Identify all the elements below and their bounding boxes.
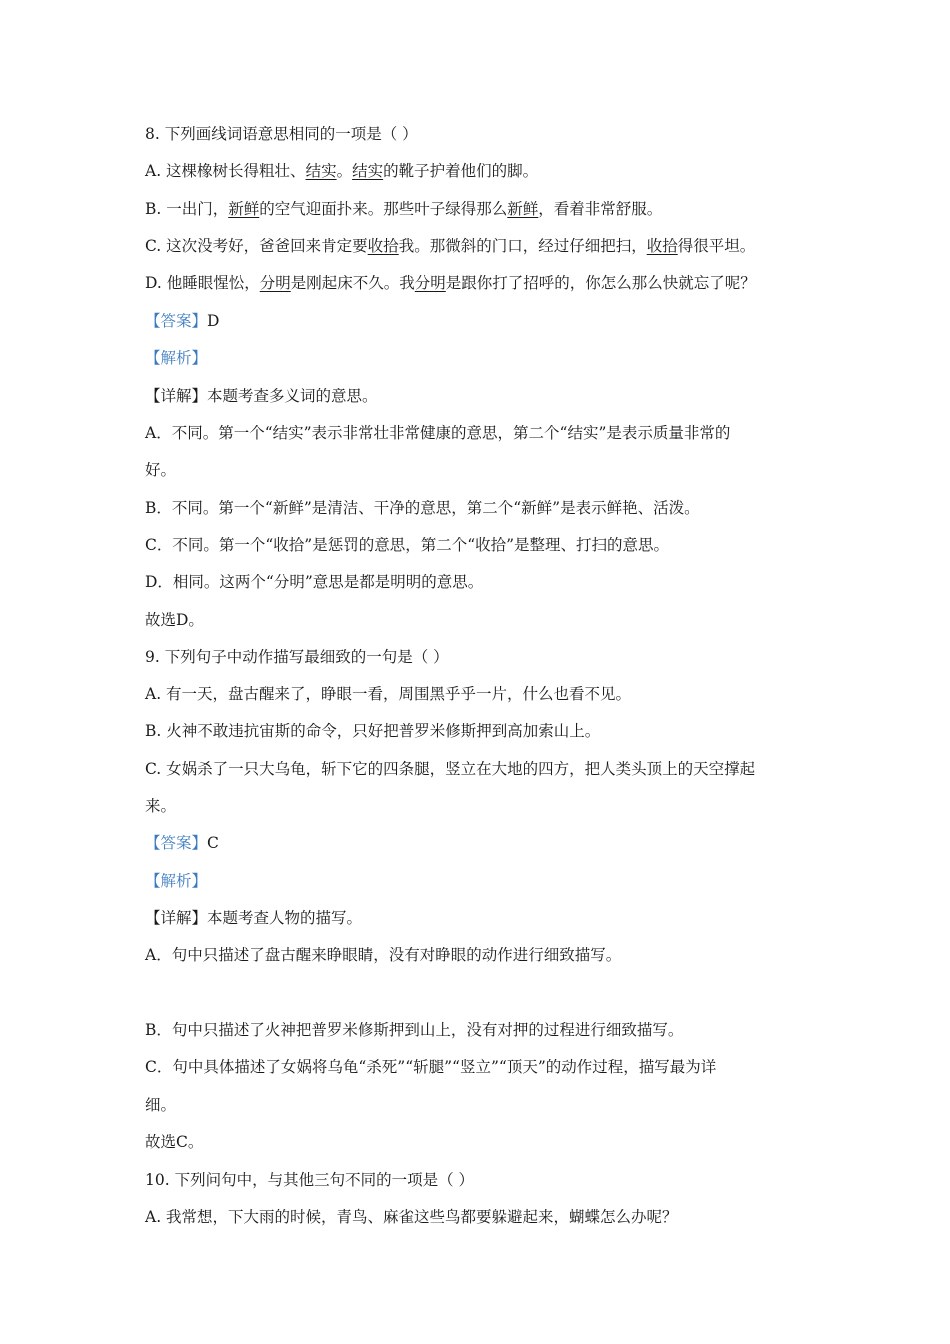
question-8-explanation-a: A．不同。第一个“结实”表示非常壮非常健康的意思，第二个“结实”是表示质量非常的 [145, 424, 731, 442]
question-9-answer: 【答案】C [145, 834, 219, 852]
question-9-stem: 9. 下列句子中动作描写最细致的一句是（ ） [145, 648, 449, 666]
underlined-word: 结实 [305, 162, 337, 180]
question-9-analysis-tag: 【解析】 [145, 872, 208, 890]
question-9-detail: 【详解】本题考查人物的描写。 [145, 909, 363, 927]
question-9-explanation-a: A．句中只描述了盘古醒来睁眼睛，没有对睁眼的动作进行细致描写。 [145, 946, 622, 964]
question-8-explanation-c: C．不同。第一个“收拾”是惩罚的意思，第二个“收拾”是整理、打扫的意思。 [145, 536, 670, 554]
question-9-option-b: B. 火神不敢违抗宙斯的命令，只好把普罗米修斯押到高加索山上。 [145, 722, 601, 740]
question-8-analysis-tag: 【解析】 [145, 349, 208, 367]
question-8-explanation-b: B．不同。第一个“新鲜”是清洁、干净的意思，第二个“新鲜”是表示鲜艳、活泼。 [145, 499, 700, 517]
underlined-word: 新鲜 [507, 200, 539, 218]
question-9-option-c: C. 女娲杀了一只大乌龟，斩下它的四条腿，竖立在大地的四方，把人类头顶上的天空撑起 [145, 760, 756, 778]
question-9-explanation-c-cont: 细。 [145, 1096, 177, 1114]
underlined-word: 分明 [259, 274, 291, 292]
underlined-word: 收拾 [646, 237, 678, 255]
question-8-answer: 【答案】D [145, 312, 220, 330]
question-10-stem: 10. 下列问句中，与其他三句不同的一项是（ ） [145, 1171, 475, 1189]
question-9-explanation-c: C．句中具体描述了女娲将乌龟“杀死”“斩腿”“竖立”“顶天”的动作过程，描写最为详 [145, 1058, 717, 1076]
question-8-explanation-a-cont: 好。 [145, 461, 177, 479]
question-9-explanation-b: B．句中只描述了火神把普罗米修斯押到山上，没有对押的过程进行细致描写。 [145, 1021, 684, 1039]
question-8-option-a: A. 这棵橡树长得粗壮、结实。结实的靴子护着他们的脚。 [145, 162, 539, 180]
question-8-explanation-d: D．相同。这两个“分明”意思是都是明明的意思。 [145, 573, 484, 591]
answer-tag: 【答案】 [145, 312, 208, 330]
question-8-conclusion: 故选D。 [145, 611, 204, 629]
question-10-option-a: A. 我常想，下大雨的时候，青鸟、麻雀这些鸟都要躲避起来，蝴蝶怎么办呢？ [145, 1208, 678, 1226]
question-8-option-b: B. 一出门，新鲜的空气迎面扑来。那些叶子绿得那么新鲜，看着非常舒服。 [145, 200, 663, 218]
underlined-word: 分明 [414, 274, 446, 292]
question-9-conclusion: 故选C。 [145, 1133, 204, 1151]
answer-tag: 【答案】 [145, 834, 208, 852]
underlined-word: 结实 [352, 162, 384, 180]
question-8-option-d: D. 他睡眼惺忪，分明是刚起床不久。我分明是跟你打了招呼的，你怎么那么快就忘了呢？ [145, 274, 756, 292]
question-8-detail: 【详解】本题考查多义词的意思。 [145, 387, 378, 405]
underlined-word: 新鲜 [228, 200, 260, 218]
question-9-option-c-cont: 来。 [145, 797, 177, 815]
question-9-option-a: A. 有一天，盘古醒来了，睁眼一看，周围黑乎乎一片，什么也看不见。 [145, 685, 632, 703]
question-8-option-c: C. 这次没考好，爸爸回来肯定要收拾我。那微斜的门口，经过仔细把扫，收拾得很平坦。 [145, 237, 756, 255]
question-8-stem: 8. 下列画线词语意思相同的一项是（ ） [145, 125, 418, 143]
underlined-word: 收拾 [367, 237, 399, 255]
